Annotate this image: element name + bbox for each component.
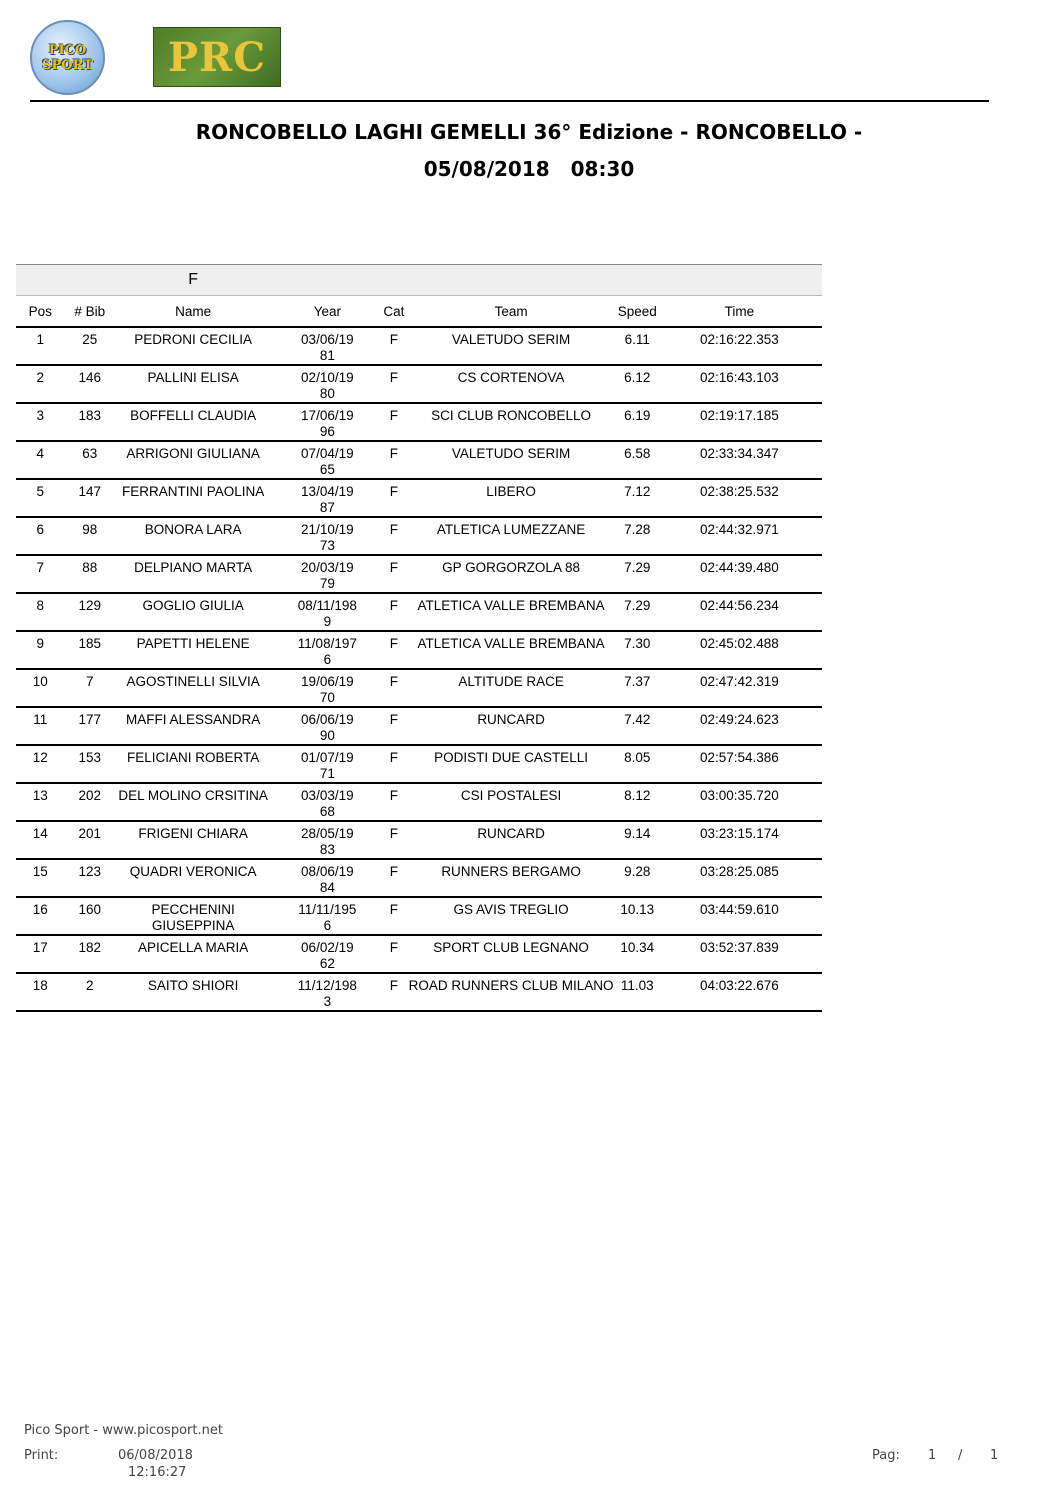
table-row bbox=[16, 327, 822, 365]
cell-pos: 14 bbox=[16, 821, 65, 859]
cell-time: 02:33:34.347 bbox=[657, 441, 822, 479]
cell-team: RUNCARD bbox=[404, 821, 617, 859]
cell-team: CS CORTENOVA bbox=[404, 365, 617, 403]
cell-bib: 201 bbox=[65, 821, 115, 859]
cell-pos: 15 bbox=[16, 859, 65, 897]
cell-pos: 2 bbox=[16, 365, 65, 403]
cell-cat: F bbox=[383, 593, 404, 631]
birth-date: 19/06/1970 bbox=[301, 674, 354, 705]
cell-pos: 10 bbox=[16, 669, 65, 707]
cell-speed: 9.28 bbox=[618, 859, 657, 897]
cell-time: 02:57:54.386 bbox=[657, 745, 822, 783]
table-row bbox=[16, 365, 822, 403]
cell-cat: F bbox=[383, 669, 404, 707]
page-title: RONCOBELLO LAGHI GEMELLI 36° Edizione - RONCOBELLO - bbox=[195, 120, 863, 144]
column-header-bib: # Bib bbox=[65, 296, 115, 328]
cell-cat: F bbox=[383, 517, 404, 555]
cell-bib: 183 bbox=[65, 403, 115, 441]
footer-page-label: Pag: bbox=[872, 1448, 900, 1463]
cell-speed: 8.12 bbox=[618, 783, 657, 821]
birth-date: 07/04/1965 bbox=[301, 446, 354, 477]
footer-page-sep: / bbox=[958, 1448, 963, 1463]
cell-pos: 6 bbox=[16, 517, 65, 555]
cell-pos: 16 bbox=[16, 897, 65, 935]
cell-cat: F bbox=[383, 327, 404, 365]
cell-team: ROAD RUNNERS CLUB MILANO bbox=[404, 973, 617, 1011]
cell-year bbox=[271, 555, 383, 593]
footer-print-time: 12:16:27 bbox=[128, 1465, 187, 1480]
cell-bib: 146 bbox=[65, 365, 115, 403]
birth-date: 08/06/1984 bbox=[301, 864, 354, 895]
birth-date: 02/10/1980 bbox=[301, 370, 354, 401]
cell-name: ARRIGONI GIULIANA bbox=[115, 441, 271, 479]
table-row bbox=[16, 593, 822, 631]
cell-bib: 88 bbox=[65, 555, 115, 593]
birth-date: 13/04/1987 bbox=[301, 484, 354, 515]
birth-date: 01/07/1971 bbox=[301, 750, 354, 781]
column-header-year: Year bbox=[271, 296, 383, 328]
cell-time: 03:52:37.839 bbox=[657, 935, 822, 973]
category-group-row bbox=[16, 265, 822, 296]
cell-cat: F bbox=[383, 555, 404, 593]
cell-speed: 7.12 bbox=[618, 479, 657, 517]
cell-year bbox=[271, 669, 383, 707]
table-row bbox=[16, 441, 822, 479]
table-row bbox=[16, 669, 822, 707]
cell-speed: 10.34 bbox=[618, 935, 657, 973]
table-row bbox=[16, 935, 822, 973]
cell-cat: F bbox=[383, 479, 404, 517]
cell-cat: F bbox=[383, 365, 404, 403]
cell-speed: 11.03 bbox=[618, 973, 657, 1011]
cell-name: FRIGENI CHIARA bbox=[115, 821, 271, 859]
cell-name: DELPIANO MARTA bbox=[115, 555, 271, 593]
cell-pos: 12 bbox=[16, 745, 65, 783]
cell-name: APICELLA MARIA bbox=[115, 935, 271, 973]
table-row bbox=[16, 631, 822, 669]
cell-team: ATLETICA VALLE BREMBANA bbox=[404, 631, 617, 669]
cell-time: 03:23:15.174 bbox=[657, 821, 822, 859]
footer-print-date: 06/08/2018 bbox=[118, 1448, 193, 1463]
cell-time: 03:00:35.720 bbox=[657, 783, 822, 821]
cell-team: ATLETICA LUMEZZANE bbox=[404, 517, 617, 555]
table-row bbox=[16, 555, 822, 593]
cell-year bbox=[271, 403, 383, 441]
cell-time: 02:45:02.488 bbox=[657, 631, 822, 669]
cell-name: QUADRI VERONICA bbox=[115, 859, 271, 897]
cell-pos: 8 bbox=[16, 593, 65, 631]
cell-year bbox=[271, 821, 383, 859]
cell-speed: 6.19 bbox=[618, 403, 657, 441]
header-row bbox=[16, 296, 822, 328]
cell-speed: 6.12 bbox=[618, 365, 657, 403]
cell-cat: F bbox=[383, 973, 404, 1011]
cell-time: 02:44:39.480 bbox=[657, 555, 822, 593]
cell-year bbox=[271, 707, 383, 745]
cell-bib: 123 bbox=[65, 859, 115, 897]
cell-team: SCI CLUB RONCOBELLO bbox=[404, 403, 617, 441]
pico-sport-logo bbox=[30, 20, 105, 95]
cell-speed: 10.13 bbox=[618, 897, 657, 935]
prc-logo bbox=[153, 27, 281, 87]
cell-pos: 7 bbox=[16, 555, 65, 593]
cell-bib: 25 bbox=[65, 327, 115, 365]
cell-name: PAPETTI HELENE bbox=[115, 631, 271, 669]
cell-time: 02:47:42.319 bbox=[657, 669, 822, 707]
cell-speed: 9.14 bbox=[618, 821, 657, 859]
birth-date: 06/06/1990 bbox=[301, 712, 354, 743]
footer-print-label: Print: bbox=[24, 1448, 59, 1463]
birth-date: 03/03/1968 bbox=[301, 788, 354, 819]
cell-pos: 4 bbox=[16, 441, 65, 479]
cell-pos: 9 bbox=[16, 631, 65, 669]
logo-text-line1: PICO bbox=[48, 42, 87, 58]
column-header-cat: Cat bbox=[383, 296, 404, 328]
cell-year bbox=[271, 631, 383, 669]
prc-logo-text: PRC bbox=[167, 33, 267, 81]
cell-speed: 7.42 bbox=[618, 707, 657, 745]
cell-year bbox=[271, 859, 383, 897]
column-header-name: Name bbox=[115, 296, 271, 328]
cell-cat: F bbox=[383, 859, 404, 897]
table-row bbox=[16, 517, 822, 555]
cell-pos: 18 bbox=[16, 973, 65, 1011]
cell-team: GP GORGORZOLA 88 bbox=[404, 555, 617, 593]
cell-team: LIBERO bbox=[404, 479, 617, 517]
cell-cat: F bbox=[383, 935, 404, 973]
cell-bib: 129 bbox=[65, 593, 115, 631]
cell-cat: F bbox=[383, 707, 404, 745]
cell-name: GOGLIO GIULIA bbox=[115, 593, 271, 631]
cell-bib: 160 bbox=[65, 897, 115, 935]
cell-bib: 147 bbox=[65, 479, 115, 517]
table-row bbox=[16, 897, 822, 935]
cell-cat: F bbox=[383, 403, 404, 441]
cell-speed: 6.58 bbox=[618, 441, 657, 479]
cell-time: 02:16:43.103 bbox=[657, 365, 822, 403]
cell-time: 02:19:17.185 bbox=[657, 403, 822, 441]
column-header-pos: Pos bbox=[16, 296, 65, 328]
table-row bbox=[16, 973, 822, 1011]
cell-team: RUNCARD bbox=[404, 707, 617, 745]
birth-date: 11/11/1956 bbox=[298, 902, 357, 933]
cell-year bbox=[271, 517, 383, 555]
cell-year bbox=[271, 897, 383, 935]
cell-bib: 177 bbox=[65, 707, 115, 745]
cell-speed: 8.05 bbox=[618, 745, 657, 783]
cell-bib: 98 bbox=[65, 517, 115, 555]
cell-time: 03:28:25.085 bbox=[657, 859, 822, 897]
table-row bbox=[16, 707, 822, 745]
cell-time: 03:44:59.610 bbox=[657, 897, 822, 935]
cell-pos: 13 bbox=[16, 783, 65, 821]
column-header-speed: Speed bbox=[618, 296, 657, 328]
cell-pos: 1 bbox=[16, 327, 65, 365]
cell-name: FELICIANI ROBERTA bbox=[115, 745, 271, 783]
cell-name: SAITO SHIORI bbox=[115, 973, 271, 1011]
cell-year bbox=[271, 745, 383, 783]
cell-time: 02:44:56.234 bbox=[657, 593, 822, 631]
table-row bbox=[16, 479, 822, 517]
cell-cat: F bbox=[383, 745, 404, 783]
cell-bib: 185 bbox=[65, 631, 115, 669]
cell-year bbox=[271, 479, 383, 517]
cell-year bbox=[271, 441, 383, 479]
cell-speed: 7.28 bbox=[618, 517, 657, 555]
cell-time: 02:38:25.532 bbox=[657, 479, 822, 517]
cell-speed: 7.30 bbox=[618, 631, 657, 669]
cell-pos: 17 bbox=[16, 935, 65, 973]
cell-year bbox=[271, 365, 383, 403]
cell-name: MAFFI ALESSANDRA bbox=[115, 707, 271, 745]
birth-date: 20/03/1979 bbox=[301, 560, 354, 591]
page-subtitle: 05/08/2018 08:30 bbox=[423, 157, 635, 181]
table-row bbox=[16, 859, 822, 897]
cell-name: BONORA LARA bbox=[115, 517, 271, 555]
cell-team: ATLETICA VALLE BREMBANA bbox=[404, 593, 617, 631]
cell-team: RUNNERS BERGAMO bbox=[404, 859, 617, 897]
cell-name: PECCHENINI GIUSEPPINA bbox=[115, 897, 271, 935]
cell-year bbox=[271, 973, 383, 1011]
cell-bib: 182 bbox=[65, 935, 115, 973]
cell-year bbox=[271, 593, 383, 631]
cell-time: 02:44:32.971 bbox=[657, 517, 822, 555]
cell-name: PEDRONI CECILIA bbox=[115, 327, 271, 365]
column-header-time: Time bbox=[657, 296, 822, 328]
cell-pos: 11 bbox=[16, 707, 65, 745]
cell-speed: 7.37 bbox=[618, 669, 657, 707]
cell-team: GS AVIS TREGLIO bbox=[404, 897, 617, 935]
birth-date: 06/02/1962 bbox=[301, 940, 354, 971]
header-divider bbox=[30, 100, 989, 102]
cell-name: DEL MOLINO CRSITINA bbox=[115, 783, 271, 821]
cell-team: SPORT CLUB LEGNANO bbox=[404, 935, 617, 973]
birth-date: 11/08/1976 bbox=[297, 636, 357, 667]
footer-page-current: 1 bbox=[928, 1448, 937, 1463]
cell-pos: 3 bbox=[16, 403, 65, 441]
cell-bib: 153 bbox=[65, 745, 115, 783]
cell-pos: 5 bbox=[16, 479, 65, 517]
cell-year bbox=[271, 327, 383, 365]
cell-bib: 2 bbox=[65, 973, 115, 1011]
cell-team: ALTITUDE RACE bbox=[404, 669, 617, 707]
column-header-team: Team bbox=[404, 296, 617, 328]
birth-date: 17/06/1996 bbox=[301, 408, 354, 439]
cell-name: BOFFELLI CLAUDIA bbox=[115, 403, 271, 441]
table-row bbox=[16, 403, 822, 441]
birth-date: 21/10/1973 bbox=[301, 522, 354, 553]
cell-team: VALETUDO SERIM bbox=[404, 327, 617, 365]
cell-speed: 7.29 bbox=[618, 555, 657, 593]
logo-text-line2: SPORT bbox=[42, 57, 93, 73]
cell-cat: F bbox=[383, 783, 404, 821]
cell-bib: 7 bbox=[65, 669, 115, 707]
cell-team: PODISTI DUE CASTELLI bbox=[404, 745, 617, 783]
cell-year bbox=[271, 783, 383, 821]
cell-speed: 7.29 bbox=[618, 593, 657, 631]
cell-cat: F bbox=[383, 821, 404, 859]
results-body bbox=[16, 327, 822, 1011]
cell-year bbox=[271, 935, 383, 973]
cell-time: 04:03:22.676 bbox=[657, 973, 822, 1011]
footer-page-total: 1 bbox=[990, 1448, 999, 1463]
birth-date: 08/11/1989 bbox=[297, 598, 357, 629]
cell-name: PALLINI ELISA bbox=[115, 365, 271, 403]
birth-date: 28/05/1983 bbox=[301, 826, 354, 857]
cell-name: FERRANTINI PAOLINA bbox=[115, 479, 271, 517]
cell-time: 02:16:22.353 bbox=[657, 327, 822, 365]
cell-name: AGOSTINELLI SILVIA bbox=[115, 669, 271, 707]
cell-cat: F bbox=[383, 441, 404, 479]
cell-bib: 63 bbox=[65, 441, 115, 479]
table-row bbox=[16, 821, 822, 859]
cell-time: 02:49:24.623 bbox=[657, 707, 822, 745]
cell-cat: F bbox=[383, 631, 404, 669]
birth-date: 03/06/1981 bbox=[301, 332, 354, 363]
cell-team: VALETUDO SERIM bbox=[404, 441, 617, 479]
cell-speed: 6.11 bbox=[618, 327, 657, 365]
cell-cat: F bbox=[383, 897, 404, 935]
table-row bbox=[16, 783, 822, 821]
results-table bbox=[16, 264, 822, 1012]
cell-bib: 202 bbox=[65, 783, 115, 821]
table-row bbox=[16, 745, 822, 783]
birth-date: 11/12/1983 bbox=[297, 978, 357, 1009]
cell-team: CSI POSTALESI bbox=[404, 783, 617, 821]
category-group-label: F bbox=[115, 265, 271, 296]
footer-site: Pico Sport - www.picosport.net bbox=[24, 1423, 223, 1438]
